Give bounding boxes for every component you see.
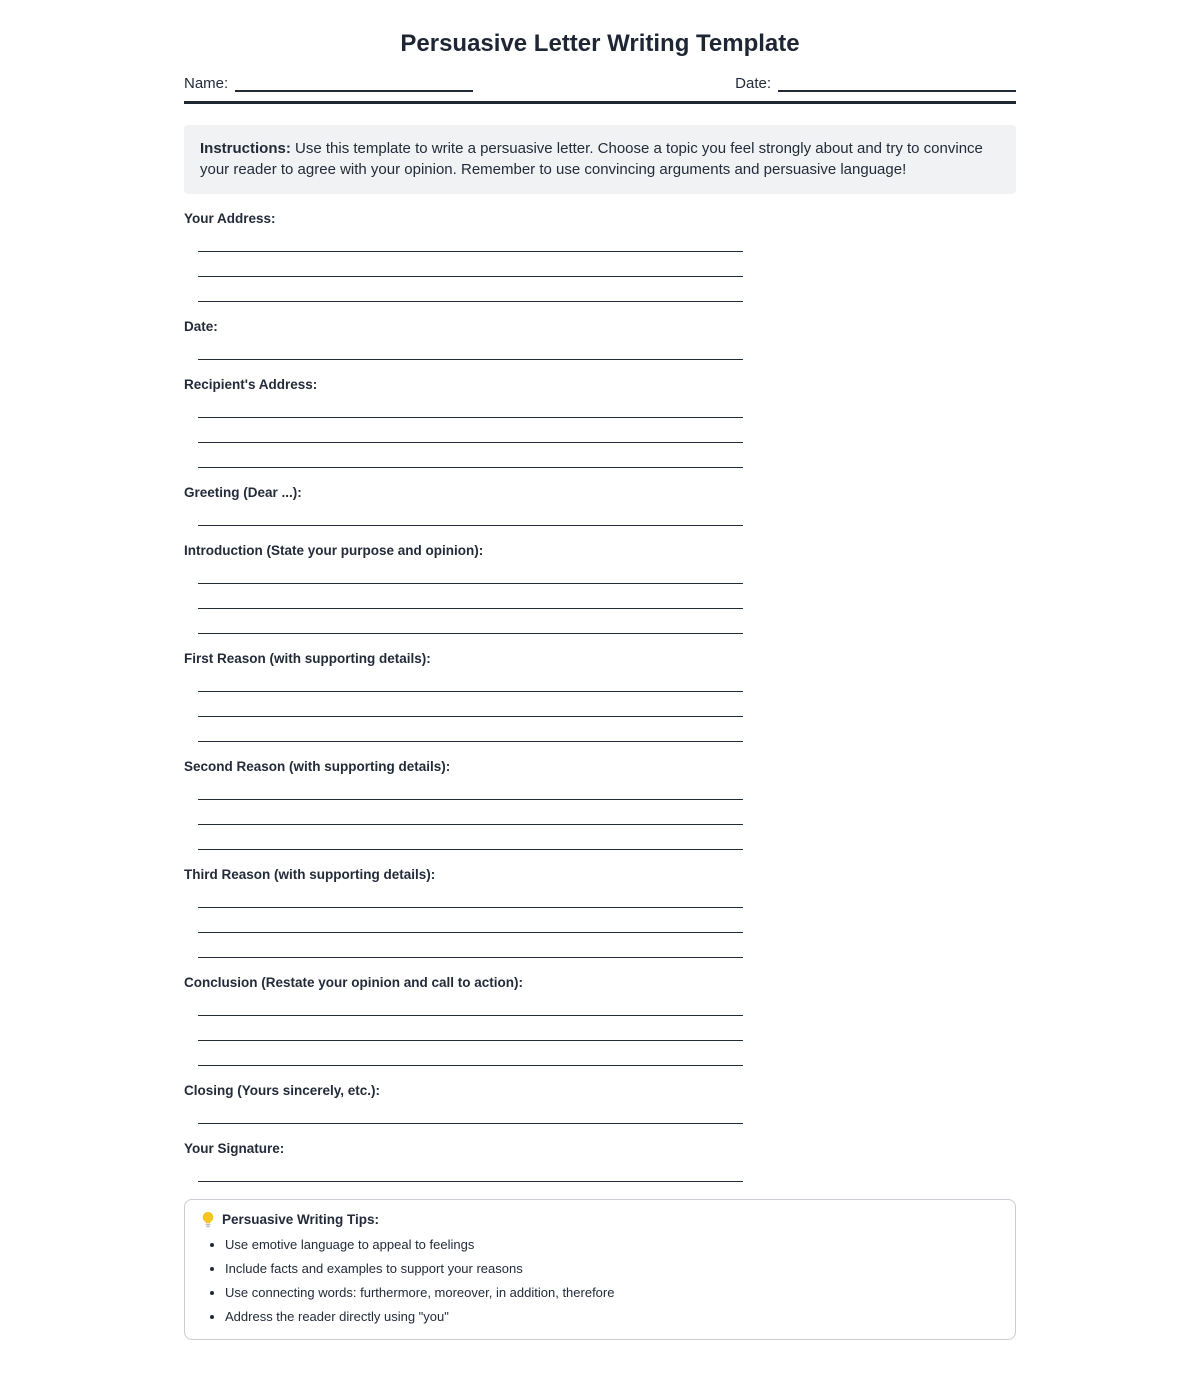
section-label: Conclusion (Restate your opinion and call to action): (184, 974, 524, 990)
section-label: First Reason (with supporting details): (184, 650, 431, 666)
page-title: Persuasive Letter Writing Template (400, 30, 800, 57)
name-input-line[interactable] (235, 75, 473, 92)
section-label: Date: (184, 318, 218, 334)
instructions-text: Use this template to write a persuasive letter. Choose a topic you feel strongly about and try to convince your reader to agree with your opinion. Remember to use convincing arguments and persuasive language! (200, 140, 983, 179)
instructions-box (184, 125, 1016, 194)
write-line[interactable] (198, 501, 743, 526)
section-first-reason (184, 651, 1016, 742)
write-line[interactable] (198, 933, 743, 958)
write-line[interactable] (198, 667, 743, 692)
section-label: Your Signature: (184, 1140, 285, 1156)
tips-box (184, 1199, 1016, 1341)
section-label: Recipient's Address: (184, 376, 318, 392)
write-line[interactable] (198, 775, 743, 800)
section-label: Closing (Yours sincerely, etc.): (184, 1082, 381, 1098)
worksheet-page (184, 0, 1016, 1340)
tip-item: • Use connecting words: furthermore, moreover, in addition, therefore (225, 1284, 999, 1302)
write-line[interactable] (198, 609, 743, 634)
tips-list (201, 1236, 999, 1327)
section-closing (184, 1083, 1016, 1124)
write-line[interactable] (198, 1099, 743, 1124)
section-label: Third Reason (with supporting details): (184, 866, 436, 882)
section-label: Second Reason (with supporting details): (184, 758, 451, 774)
write-line[interactable] (198, 277, 743, 302)
write-line[interactable] (198, 418, 743, 443)
write-line[interactable] (198, 825, 743, 850)
write-line[interactable] (198, 1016, 743, 1041)
date-field (735, 75, 1016, 92)
date-label: Date: (735, 75, 771, 92)
section-your-signature (184, 1141, 1016, 1182)
write-line[interactable] (198, 559, 743, 584)
section-third-reason (184, 867, 1016, 958)
write-line[interactable] (198, 227, 743, 252)
write-line[interactable] (198, 883, 743, 908)
tip-item: • Use emotive language to appeal to feelings (225, 1236, 999, 1254)
tips-title: Persuasive Writing Tips: (222, 1212, 380, 1228)
tip-item: • Include facts and examples to support your reasons (225, 1260, 999, 1278)
section-introduction (184, 543, 1016, 634)
name-label: Name: (184, 75, 229, 92)
write-line[interactable] (198, 692, 743, 717)
write-line[interactable] (198, 335, 743, 360)
write-line[interactable] (198, 717, 743, 742)
section-label: Greeting (Dear ...): (184, 484, 302, 500)
write-line[interactable] (198, 800, 743, 825)
tip-item: • Address the reader directly using "you" (225, 1308, 999, 1326)
tips-title-row (201, 1212, 999, 1228)
section-your-address (184, 211, 1016, 302)
write-line[interactable] (198, 1041, 743, 1066)
section-second-reason (184, 759, 1016, 850)
write-line[interactable] (198, 908, 743, 933)
header-divider (184, 101, 1016, 104)
write-line[interactable] (198, 443, 743, 468)
name-field (184, 75, 473, 92)
section-label: Your Address: (184, 210, 276, 226)
write-line[interactable] (198, 252, 743, 277)
write-line[interactable] (198, 584, 743, 609)
instructions-label: Instructions: (200, 140, 291, 157)
section-greeting (184, 485, 1016, 526)
write-line[interactable] (198, 393, 743, 418)
write-line[interactable] (198, 991, 743, 1016)
section-date (184, 319, 1016, 360)
lightbulb-icon (201, 1212, 215, 1228)
write-line[interactable] (198, 1157, 743, 1182)
section-conclusion (184, 975, 1016, 1066)
date-input-line[interactable] (778, 75, 1016, 92)
section-label: Introduction (State your purpose and opinion): (184, 542, 484, 558)
header-fields (184, 75, 1016, 92)
section-recipients-address (184, 377, 1016, 468)
